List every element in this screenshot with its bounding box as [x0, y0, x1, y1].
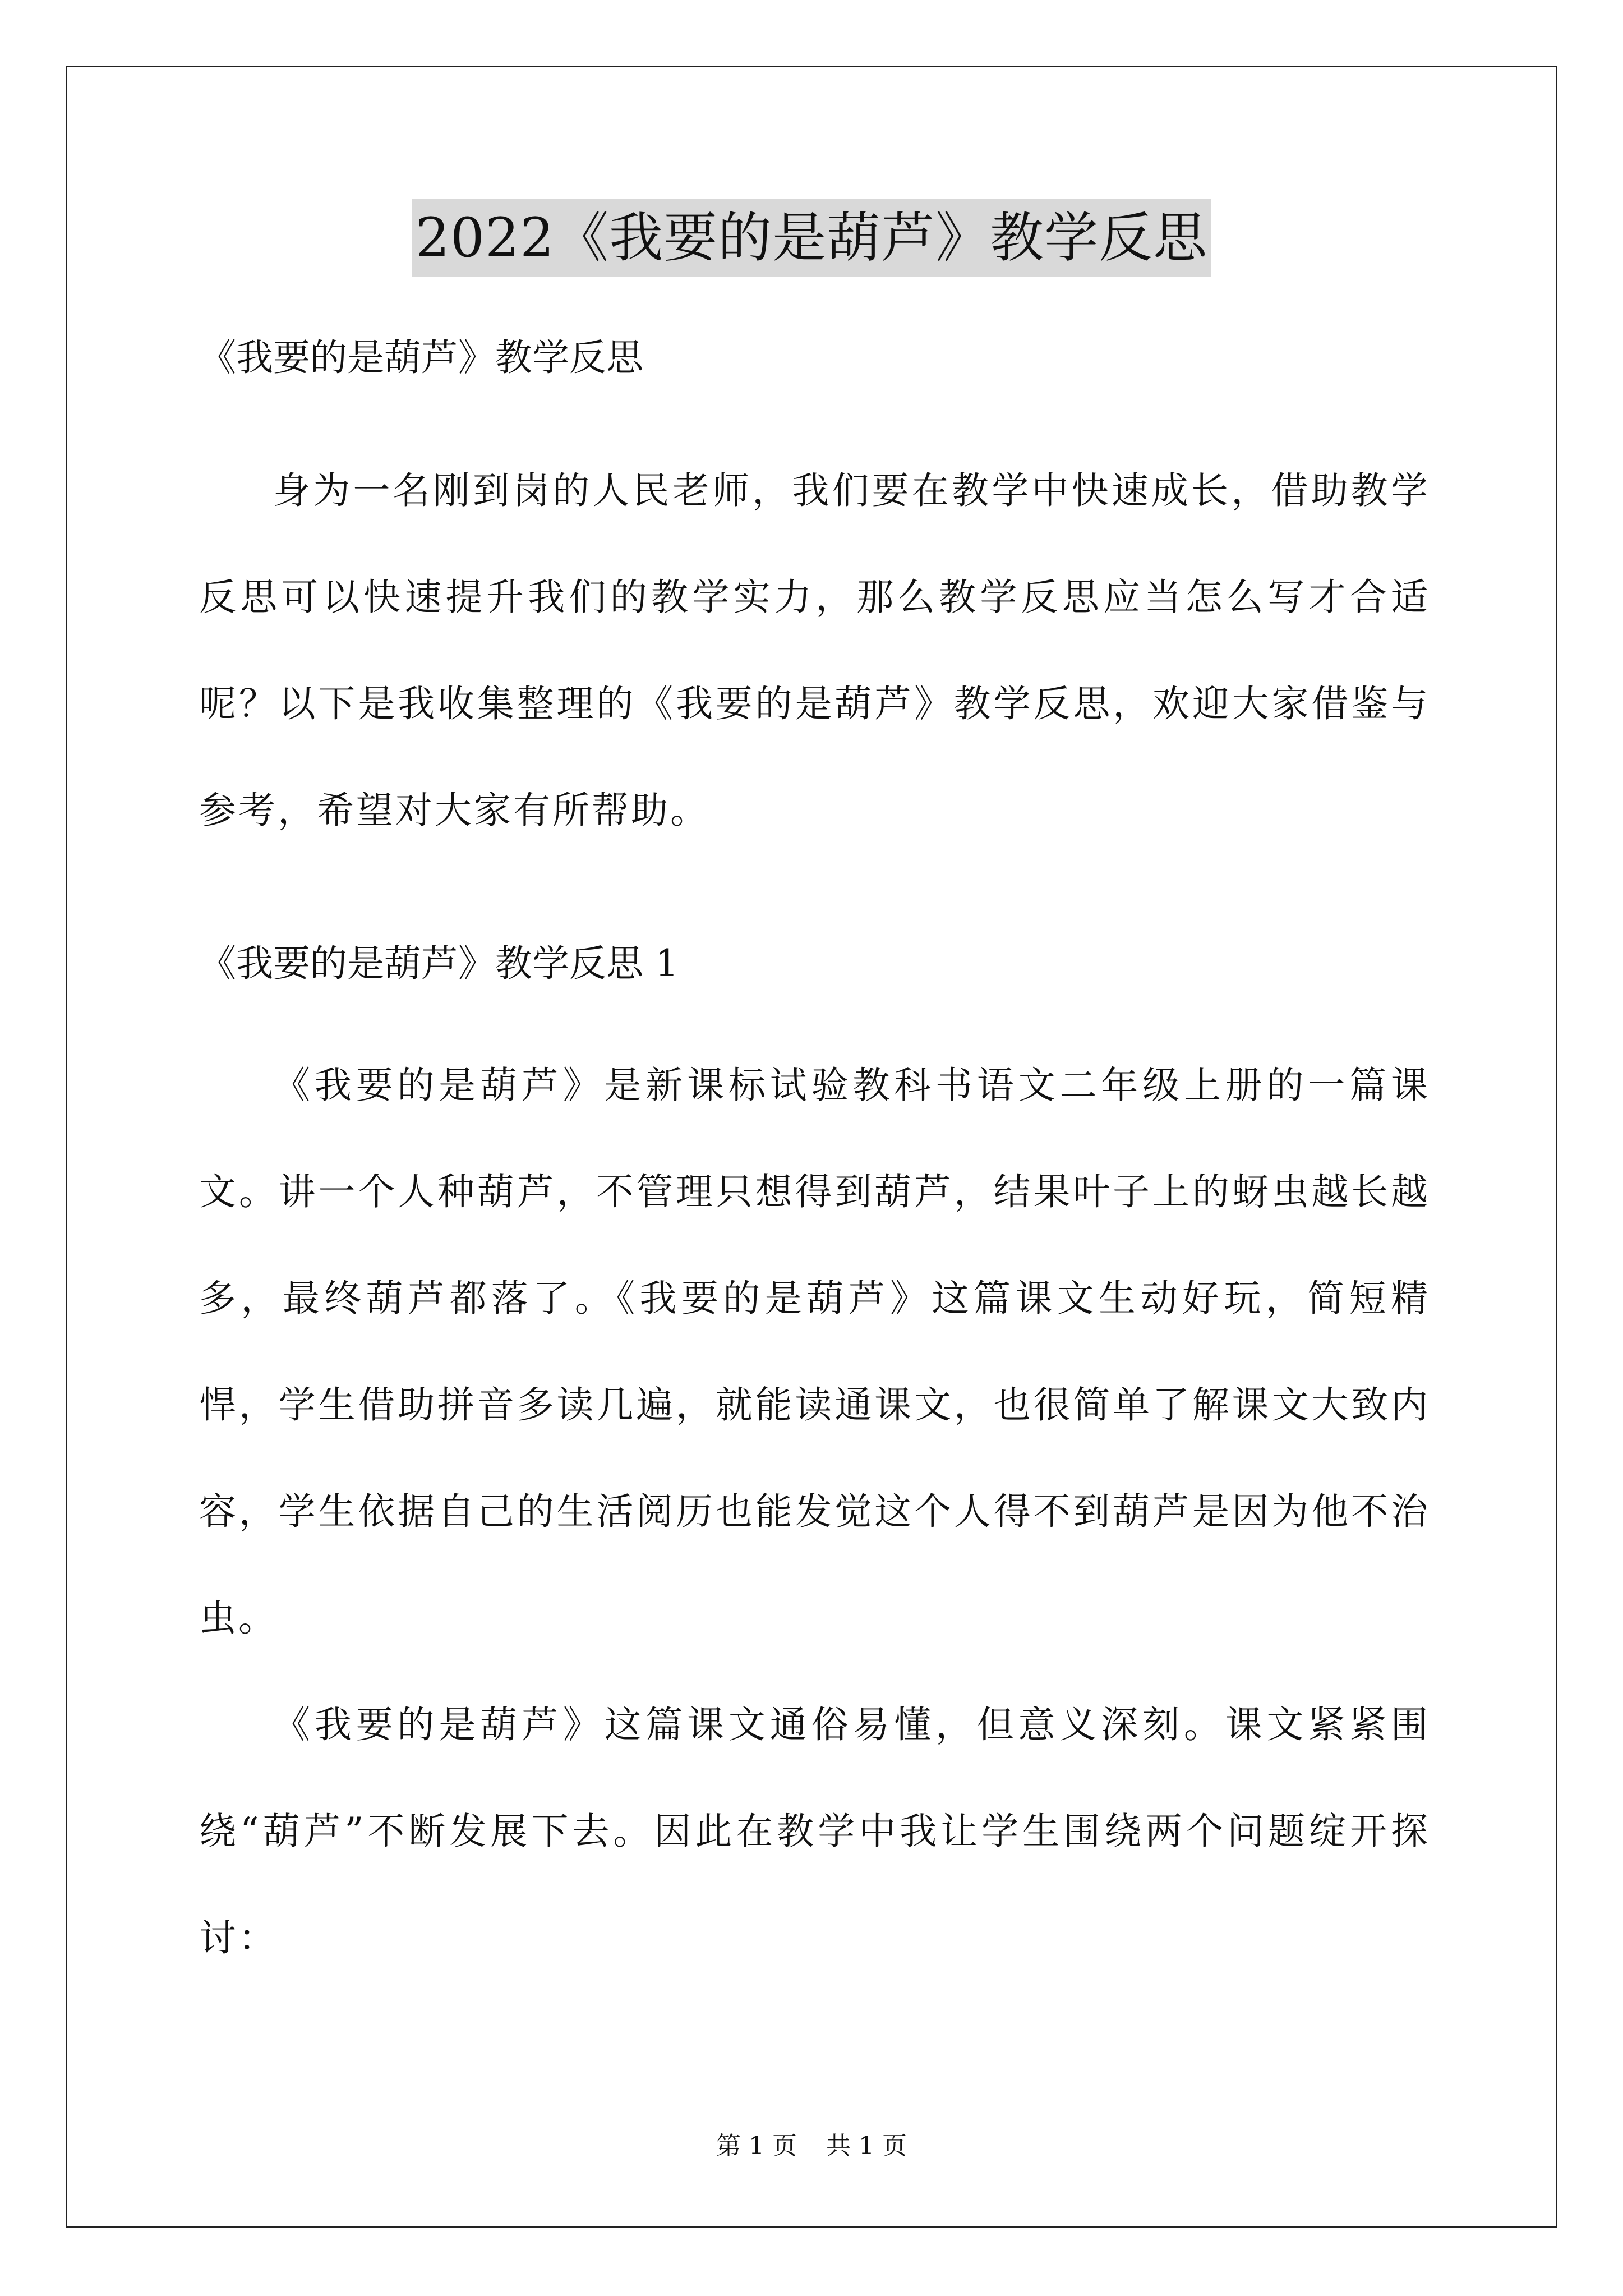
section-heading: 《我要的是葫芦》教学反思 1	[199, 942, 679, 985]
document-title: 2022《我要的是葫芦》教学反思	[412, 199, 1211, 277]
body-paragraph-2: 《我要的是葫芦》这篇课文通俗易懂，但意义深刻。课文紧紧围绕“葫芦”不断发展下去。因此在教学中我让学生围绕两个问题绽开探讨：	[199, 1703, 1430, 1959]
document-body	[199, 331, 1430, 1991]
title-container	[0, 199, 1623, 277]
page-number: 第 1 页	[716, 2132, 797, 2160]
page-footer	[0, 2129, 1623, 2163]
spacer	[199, 384, 1430, 438]
spacer	[199, 864, 1430, 937]
spacer	[199, 990, 1430, 1032]
document-subtitle: 《我要的是葫芦》教学反思	[199, 336, 643, 379]
page-total: 共 1 页	[826, 2132, 907, 2160]
intro-paragraph: 身为一名刚到岗的人民老师，我们要在教学中快速成长，借助教学反思可以快速提升我们的教学实力，那么教学反思应当怎么写才合适呢？以下是我收集整理的《我要的是葫芦》教学反思，欢迎大家借鉴与参考，希望对大家有所帮助。	[199, 469, 1430, 832]
body-paragraph-1: 《我要的是葫芦》是新课标试验教科书语文二年级上册的一篇课文。讲一个人种葫芦，不管理只想得到葫芦，结果叶子上的蚜虫越长越多，最终葫芦都落了。《我要的是葫芦》这篇课文生动好玩，简短精悍，学生借助拼音多读几遍，就能读通课文，也很简单了解课文大致内容，学生依据自己的生活阅历也能发觉这个人得不到葫芦是因为他不治虫。	[199, 1064, 1430, 1640]
